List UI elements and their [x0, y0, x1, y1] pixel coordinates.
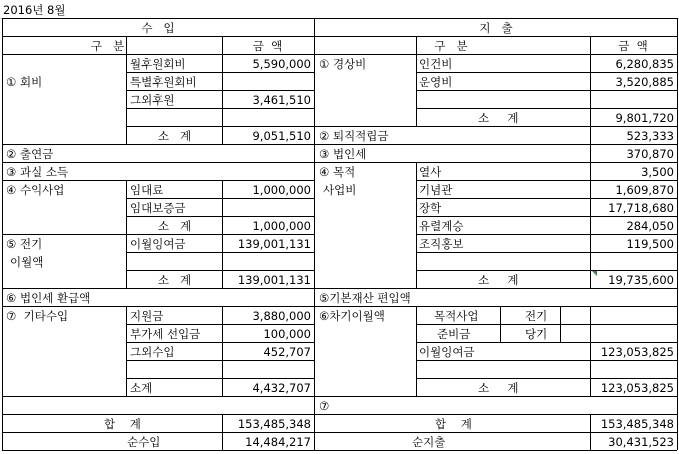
- income-dues-label: ① 회비: [6, 75, 43, 89]
- grid-line: [677, 18, 678, 450]
- income-total-label: 합 계: [104, 417, 141, 431]
- income-other-item-name: 부가세 선입금: [130, 327, 201, 341]
- income-dues-subtotal: 9,051,510: [252, 129, 311, 143]
- income-dues-item-name: 그외후원: [130, 93, 175, 107]
- grid-line: [126, 306, 127, 396]
- expense-prior-label: 전기: [525, 309, 548, 323]
- expense-next-carryover-item-name: 이월잉여금: [419, 345, 475, 359]
- expense-purpose-item-amount: 1,609,870: [615, 183, 674, 197]
- expense-col-category: 구 분: [434, 39, 468, 53]
- income-other-item-amount: 100,000: [263, 327, 311, 341]
- expense-purpose-subtotal-label: 소 계: [478, 273, 519, 287]
- income-dues-subtotal-label: 소 계: [157, 129, 192, 143]
- income-business-item-name: 임대료: [130, 183, 164, 197]
- expense-corp-tax-amount: 370,870: [626, 147, 674, 161]
- expense-purpose-subtotal: 19,735,600: [608, 273, 674, 287]
- grid-line: [500, 306, 501, 342]
- income-other-subtotal-label: 소계: [130, 381, 153, 395]
- income-col-amount: 금 액: [252, 39, 283, 53]
- grid-line: [416, 54, 417, 126]
- income-business-label: ④ 수익사업: [6, 183, 65, 197]
- expense-purpose-item-name: 열사: [419, 165, 442, 179]
- income-carryover-item-name: 이월잉여금: [130, 237, 186, 251]
- expense-operating-item-amount: 6,280,835: [615, 57, 674, 71]
- income-tax-refund-label: ⑥ 법인세 환급액: [6, 291, 91, 305]
- income-other-subtotal: 4,432,707: [252, 381, 311, 395]
- expense-next-carryover-label: ⑥차기이월액: [319, 309, 385, 323]
- income-other-item-name: 지원금: [130, 309, 164, 323]
- income-carryover-subtotal: 139,001,131: [237, 273, 311, 287]
- income-dues-item-name: 특별후원회비: [130, 75, 197, 89]
- expense-retirement-amount: 523,333: [626, 129, 674, 143]
- expense-next-carryover-item-amount: 123,053,825: [600, 345, 674, 359]
- expense-purpose-item-name: 장학: [419, 201, 442, 215]
- grid-line: [416, 306, 417, 396]
- expense-purpose-item-amount: 284,050: [626, 219, 674, 233]
- sheet-title: 2016년 8월: [3, 3, 66, 17]
- expense-operating-subtotal: 9,801,720: [615, 111, 674, 125]
- expense-reserve-label: 준비금: [437, 327, 471, 341]
- income-dues-item-amount: [222, 73, 311, 91]
- income-carryover-item-amount: 139,001,131: [237, 237, 311, 251]
- expense-purpose-label: ④ 목적: [319, 165, 356, 179]
- expense-base-fund-label: ⑤기본재산 편입액: [319, 291, 411, 305]
- expense-purpose-item-name: 유렬계승: [419, 219, 464, 233]
- income-dues-item-amount: 3,461,510: [252, 93, 311, 107]
- income-net-label: 순수입: [127, 435, 161, 449]
- expense-purpose-item-name: 기념관: [419, 183, 453, 197]
- income-carryover-label: ⑤ 전기: [6, 237, 43, 251]
- income-business-item-amount: 1,000,000: [252, 183, 311, 197]
- grid-line: [416, 162, 417, 288]
- income-col-category: 구 분: [90, 39, 125, 53]
- expense-col-amount: 금 액: [618, 39, 648, 53]
- income-surplus-label: ③ 과실 소득: [6, 165, 69, 179]
- expense-purpose-item-name: 조직홍보: [419, 237, 464, 251]
- expense-purpose-label-2: 사업비: [323, 183, 357, 197]
- expense-seventh-label: ⑦: [319, 399, 330, 413]
- expense-purpose-item-amount: 119,500: [626, 237, 674, 251]
- income-contribution-label: ② 출연금: [6, 147, 54, 161]
- income-other-item-amount: 3,880,000: [252, 309, 311, 323]
- income-business-item-name: 임대보증금: [130, 201, 186, 215]
- expense-total-label: 합 계: [435, 417, 472, 431]
- income-business-item-amount: [222, 199, 311, 217]
- grid-line: [2, 450, 677, 451]
- expense-operating-item-name: 인건비: [419, 57, 453, 71]
- expense-next-carryover-subtotal-label: 소 계: [478, 381, 519, 395]
- income-header: 수 입: [141, 21, 175, 35]
- income-total: 153,485,348: [237, 417, 311, 431]
- grid-line: [314, 18, 315, 450]
- expense-retirement-label: ② 퇴직적립금: [319, 129, 389, 143]
- income-carryover-label-2: 이월액: [10, 255, 44, 269]
- income-dues-item-amount: 5,590,000: [252, 57, 311, 71]
- expense-purpose-item-amount: 3,500: [641, 165, 674, 179]
- expense-purpose-business-label: 목적사업: [434, 309, 479, 323]
- income-net: 14,484,217: [245, 435, 311, 449]
- expense-net: 30,431,523: [608, 435, 674, 449]
- income-other-label: ⑦ 기타수입: [6, 309, 69, 323]
- expense-operating-item-amount: 3,520,885: [615, 75, 674, 89]
- expense-next-carryover-subtotal: 123,053,825: [600, 381, 674, 395]
- expense-operating-label: ① 경상비: [319, 57, 367, 71]
- income-other-item-name: 그외수입: [130, 345, 175, 359]
- expense-operating-subtotal-label: 소 계: [478, 111, 519, 125]
- expense-corp-tax-label: ③ 법인세: [319, 147, 367, 161]
- expense-purpose-item-amount: 17,718,680: [608, 201, 674, 215]
- expense-header: 지 출: [479, 21, 513, 35]
- expense-current-label: 당기: [525, 327, 548, 341]
- income-dues-item-name: 월후원회비: [130, 57, 186, 71]
- expense-total: 153,485,348: [600, 417, 674, 431]
- expense-operating-item-name: 운영비: [419, 75, 453, 89]
- grid-line: [560, 306, 561, 342]
- cell-note-marker: [592, 271, 597, 276]
- income-business-subtotal-label: 소 계: [157, 219, 192, 233]
- expense-net-label: 순지출: [412, 435, 446, 449]
- income-other-item-amount: 452,707: [263, 345, 311, 359]
- income-business-subtotal: 1,000,000: [252, 219, 311, 233]
- income-carryover-subtotal-label: 소 계: [157, 273, 192, 287]
